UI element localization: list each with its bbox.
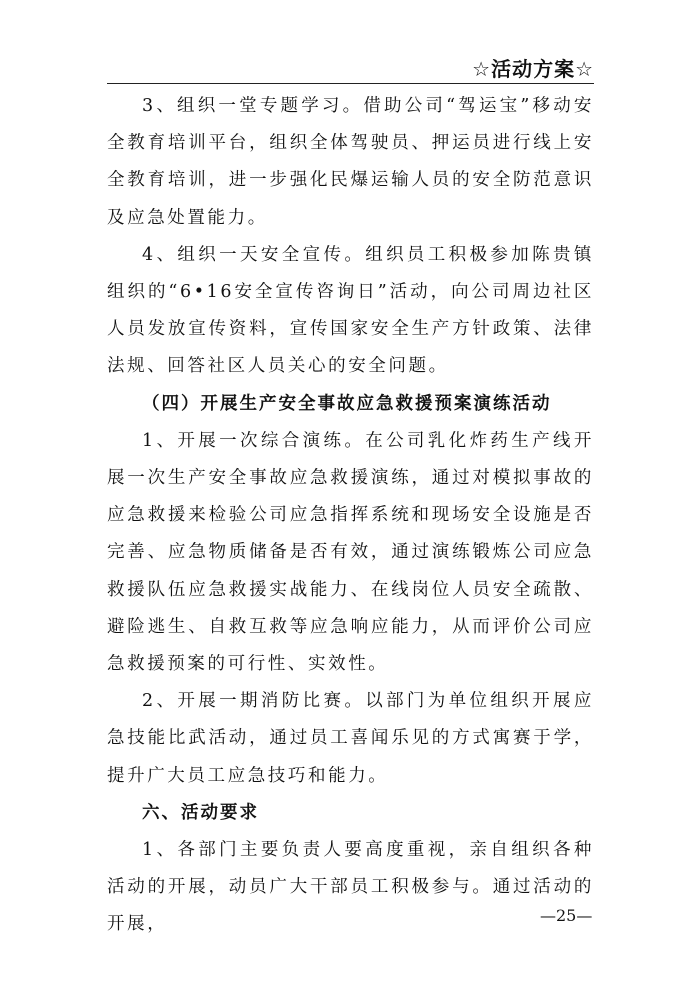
subheading-emergency-drill: （四）开展生产安全事故应急救援预案演练活动 [142, 393, 552, 414]
header-title: ☆活动方案☆ [472, 57, 594, 81]
page-header [107, 55, 594, 84]
paragraph-drill-1: 1、开展一次综合演练。在公司乳化炸药生产线开展一次生产安全事故应急救援演练，通过对模拟事故的应急救援来检验公司应急指挥系统和现场安全设施是否完善、应急物质储备是否有效，通过演练锻炼公司应急救援队伍应急救援实战能力、在线岗位人员安全疏散、避险逃生、自救互救等应急响应能力，从而评价公司应急救援预案的可行性、实效性。 [107, 430, 594, 675]
section-heading-requirements: 六、活动要求 [142, 802, 259, 823]
paragraph-item-3: 3、组织一堂专题学习。借助公司“驾运宝”移动安全教育培训平台，组织全体驾驶员、押运员进行线上安全教育培训，进一步强化民爆运输人员的安全防范意识及应急处置能力。 [107, 96, 594, 228]
document-body [107, 88, 594, 944]
paragraph-item-4: 4、组织一天安全宣传。组织员工积极参加陈贵镇组织的“6•16安全宣传咨询日”活动，向公司周边社区人员发放宣传资料，宣传国家安全生产方针政策、法律法规、回答社区人员关心的安全问题。 [107, 244, 594, 377]
page-number: —25— [540, 906, 593, 925]
paragraph-drill-2: 2、开展一期消防比赛。以部门为单位组织开展应急技能比武活动，通过员工喜闻乐见的方式寓赛于学，提升广大员工应急技巧和能力。 [107, 691, 594, 786]
paragraph-requirement-1: 1、各部门主要负责人要高度重视，亲自组织各种活动的开展，动员广大干部员工积极参与。通过活动的开展， [107, 840, 594, 935]
